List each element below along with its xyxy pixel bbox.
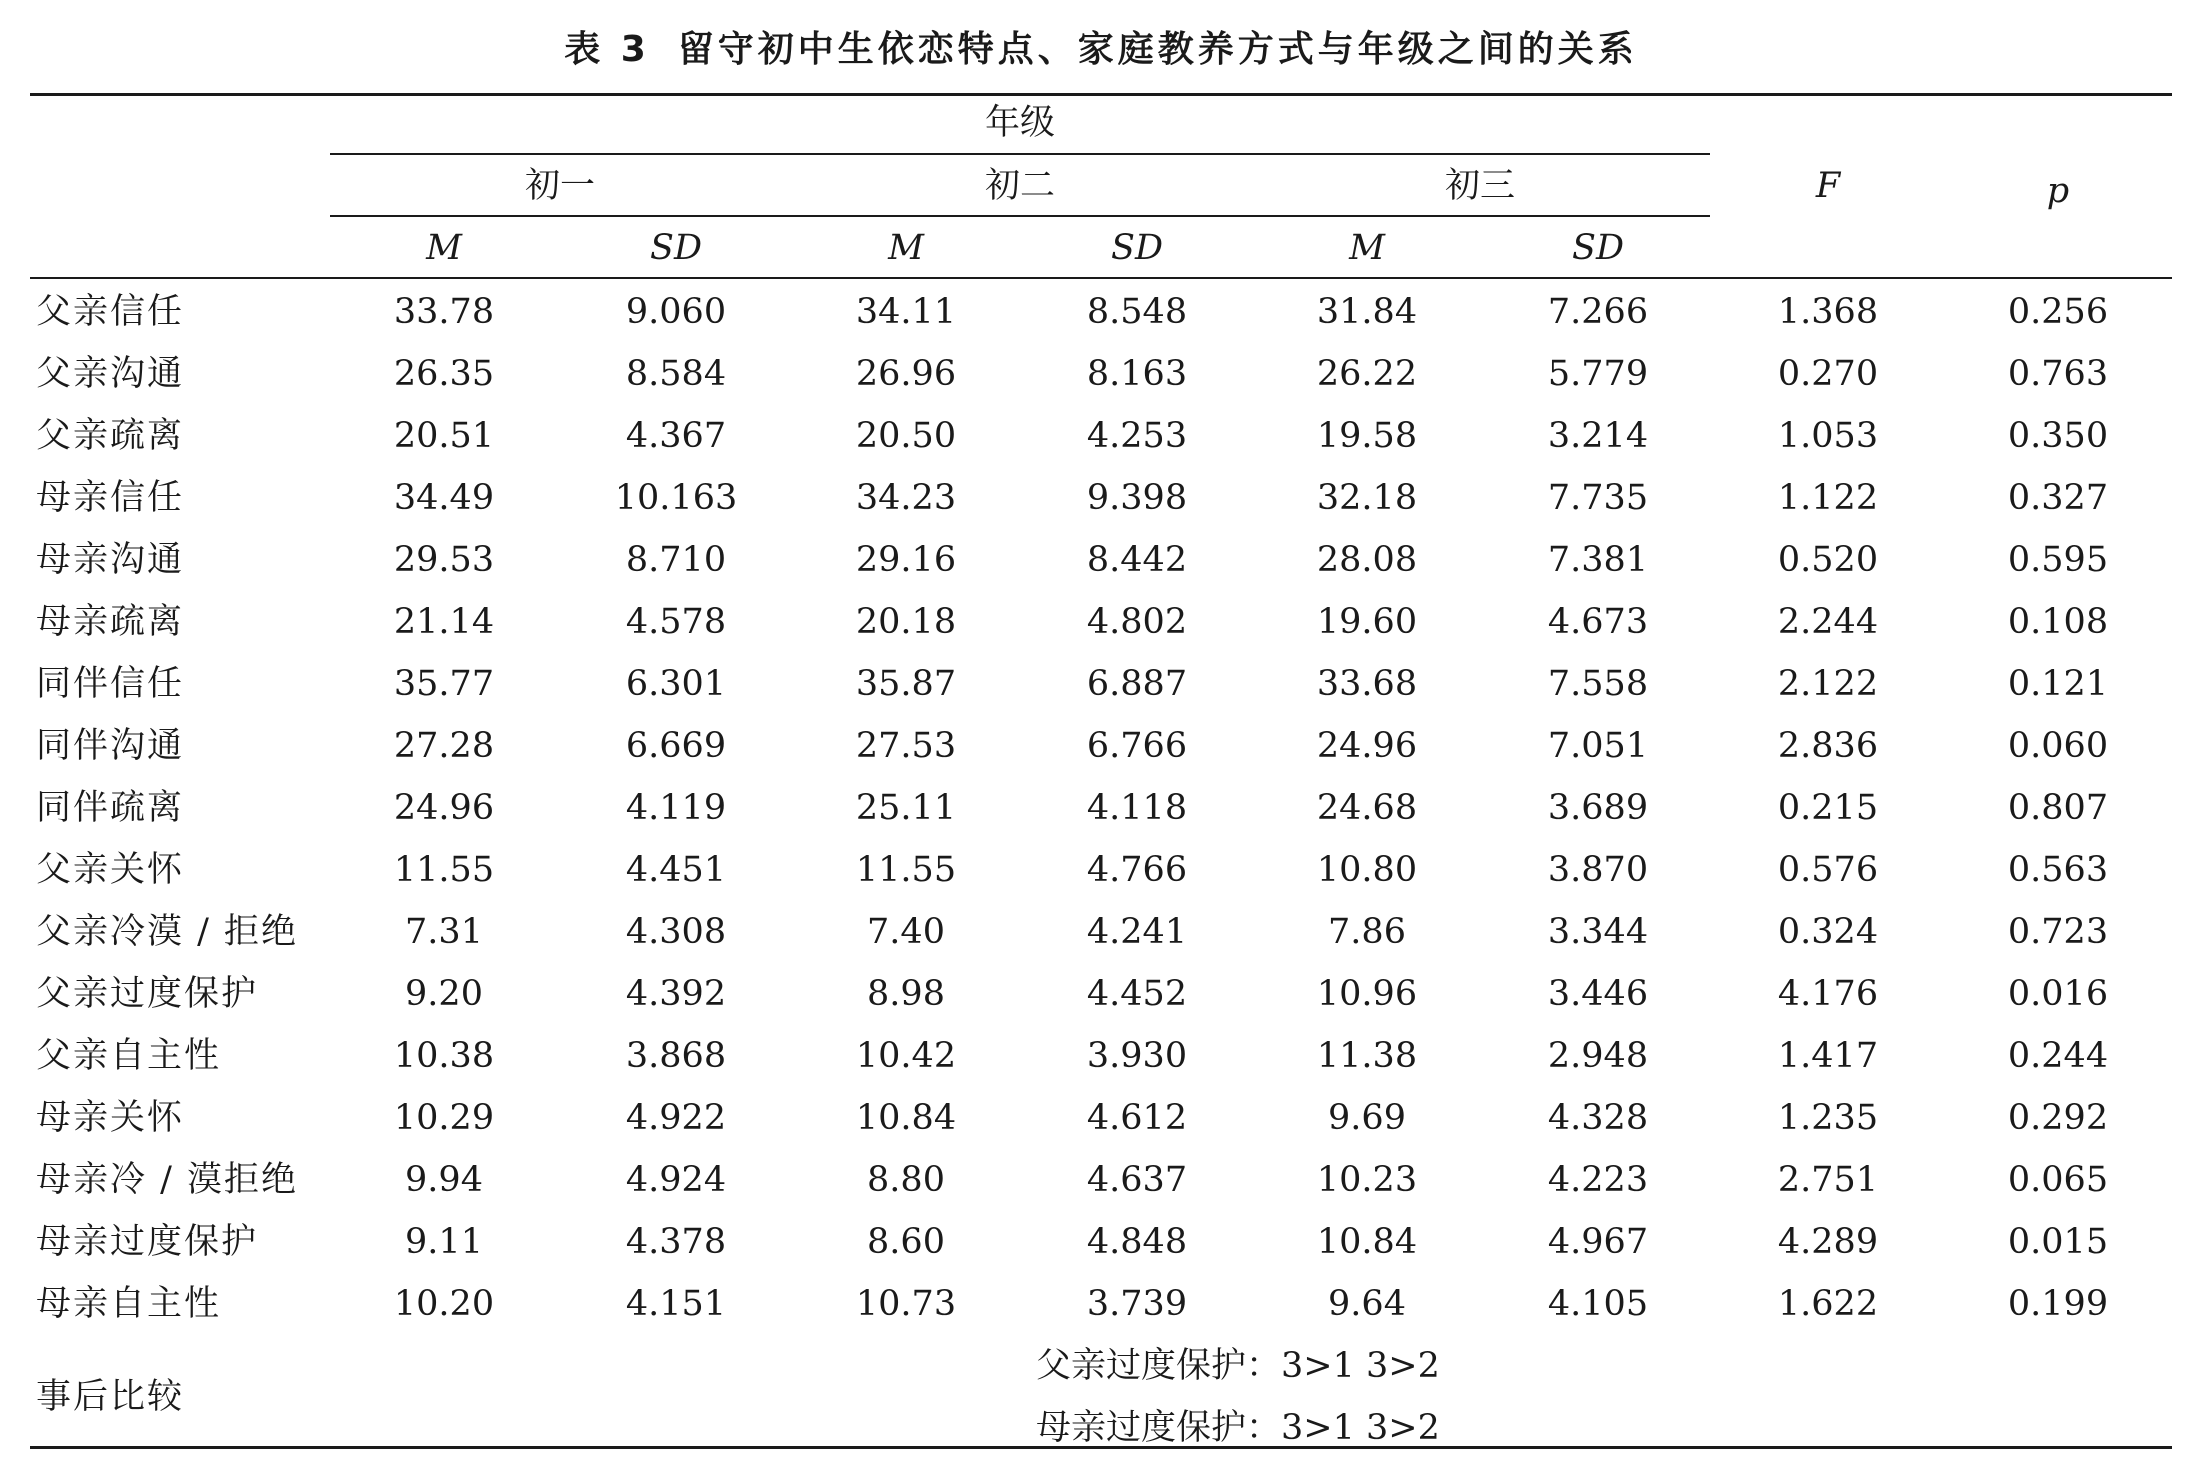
row-label: 母亲信任	[36, 478, 185, 518]
table-cell: 7.86	[1328, 912, 1406, 952]
table-cell: 4.802	[1086, 602, 1188, 642]
table-cell: 10.96	[1316, 974, 1418, 1014]
table-cell: 26.35	[393, 354, 495, 394]
table-cell: 0.256	[2007, 292, 2109, 332]
table-cell: 26.96	[855, 354, 957, 394]
table-cell: 4.289	[1777, 1222, 1879, 1262]
table-cell: 35.87	[855, 664, 957, 704]
table-cell: 7.558	[1547, 664, 1649, 704]
table-cell: 10.84	[1316, 1222, 1418, 1262]
table-cell: 9.64	[1328, 1284, 1406, 1324]
table-cell: 24.68	[1316, 788, 1418, 828]
table-cell: 0.563	[2007, 850, 2109, 890]
stat-subheader: M	[1349, 228, 1385, 268]
row-label: 同伴沟通	[36, 726, 185, 766]
posthoc-line: 父亲过度保护：3>1 3>2	[1036, 1346, 1440, 1386]
table-cell: 0.065	[2007, 1160, 2109, 1200]
table-cell: 29.16	[855, 540, 957, 580]
table-cell: 9.94	[405, 1160, 483, 1200]
table-cell: 0.108	[2007, 602, 2109, 642]
table-cell: 7.40	[867, 912, 945, 952]
table-cell: 7.051	[1547, 726, 1649, 766]
table-cell: 4.105	[1547, 1284, 1649, 1324]
table-cell: 10.42	[855, 1036, 957, 1076]
table-cell: 4.848	[1086, 1222, 1188, 1262]
table-cell: 24.96	[393, 788, 495, 828]
table-caption	[0, 20, 2202, 80]
table-cell: 4.452	[1086, 974, 1188, 1014]
table-cell: 4.253	[1086, 416, 1188, 456]
table-cell: 11.38	[1316, 1036, 1418, 1076]
table-cell: 31.84	[1316, 292, 1418, 332]
table-cell: 0.215	[1777, 788, 1879, 828]
table-cell: 19.60	[1316, 602, 1418, 642]
table-cell: 0.324	[1777, 912, 1879, 952]
table-cell: 10.23	[1316, 1160, 1418, 1200]
table-cell: 0.244	[2007, 1036, 2109, 1076]
table-cell: 0.270	[1777, 354, 1879, 394]
table-cell: 26.22	[1316, 354, 1418, 394]
table-cell: 1.053	[1777, 416, 1879, 456]
table-cell: 34.11	[855, 292, 957, 332]
table-cell: 4.378	[625, 1222, 727, 1262]
table-cell: 7.381	[1547, 540, 1649, 580]
posthoc-label: 事后比较	[36, 1377, 185, 1417]
table-cell: 8.98	[867, 974, 945, 1014]
table-cell: 10.163	[614, 478, 738, 518]
table-cell: 1.417	[1777, 1036, 1879, 1076]
row-label: 父亲疏离	[36, 416, 185, 456]
row-label: 父亲信任	[36, 292, 185, 332]
table-cell: 4.578	[625, 602, 727, 642]
table-cell: 20.50	[855, 416, 957, 456]
table-cell: 0.807	[2007, 788, 2109, 828]
table-cell: 10.84	[855, 1098, 957, 1138]
table-cell: 2.948	[1547, 1036, 1649, 1076]
table-cell: 4.151	[625, 1284, 727, 1324]
row-label: 母亲疏离	[36, 602, 185, 642]
table-cell: 0.327	[2007, 478, 2109, 518]
grade-group-header: 初一	[524, 166, 595, 206]
table-cell: 4.328	[1547, 1098, 1649, 1138]
table-cell: 6.887	[1086, 664, 1188, 704]
table-cell: 0.350	[2007, 416, 2109, 456]
table-cell: 4.241	[1086, 912, 1188, 952]
f-header: F	[1815, 166, 1841, 206]
table-cell: 4.451	[625, 850, 727, 890]
stat-subheader: SD	[1571, 228, 1625, 268]
table-cell: 4.223	[1547, 1160, 1649, 1200]
row-label: 同伴疏离	[36, 788, 185, 828]
table-cell: 8.163	[1086, 354, 1188, 394]
table-cell: 8.442	[1086, 540, 1188, 580]
table-cell: 20.18	[855, 602, 957, 642]
table-cell: 4.637	[1086, 1160, 1188, 1200]
table-cell: 25.11	[855, 788, 957, 828]
table-cell: 3.870	[1547, 850, 1649, 890]
table-cell: 35.77	[393, 664, 495, 704]
table-cell: 4.118	[1086, 788, 1188, 828]
table-cell: 33.68	[1316, 664, 1418, 704]
row-label: 父亲关怀	[36, 850, 185, 890]
table-cell: 8.80	[867, 1160, 945, 1200]
table-title: 留守初中生依恋特点、家庭教养方式与年级之间的关系	[677, 29, 1638, 70]
posthoc-line: 母亲过度保护：3>1 3>2	[1036, 1408, 1440, 1448]
row-label: 母亲关怀	[36, 1098, 185, 1138]
table-cell: 11.55	[393, 850, 495, 890]
table-cell: 2.244	[1777, 602, 1879, 642]
table-cell: 4.924	[625, 1160, 727, 1200]
table-cell: 4.119	[625, 788, 727, 828]
table-cell: 11.55	[855, 850, 957, 890]
table-cell: 9.20	[405, 974, 483, 1014]
table-cell: 3.689	[1547, 788, 1649, 828]
table-cell: 4.673	[1547, 602, 1649, 642]
table-cell: 4.367	[625, 416, 727, 456]
table-cell: 4.766	[1086, 850, 1188, 890]
table-cell: 4.967	[1547, 1222, 1649, 1262]
table-cell: 0.723	[2007, 912, 2109, 952]
table-cell: 3.739	[1086, 1284, 1188, 1324]
table-cell: 4.176	[1777, 974, 1879, 1014]
table-cell: 3.214	[1547, 416, 1649, 456]
row-label: 同伴信任	[36, 664, 185, 704]
table-cell: 2.836	[1777, 726, 1879, 766]
table-cell: 4.392	[625, 974, 727, 1014]
table-cell: 28.08	[1316, 540, 1418, 580]
table-cell: 10.38	[393, 1036, 495, 1076]
table-cell: 7.31	[405, 912, 483, 952]
table-cell: 0.015	[2007, 1222, 2109, 1262]
table-cell: 9.060	[625, 292, 727, 332]
table-cell: 2.751	[1777, 1160, 1879, 1200]
table-cell: 3.446	[1547, 974, 1649, 1014]
table-cell: 9.69	[1328, 1098, 1406, 1138]
table-cell: 24.96	[1316, 726, 1418, 766]
table-cell: 0.595	[2007, 540, 2109, 580]
table-cell: 6.669	[625, 726, 727, 766]
table-cell: 1.122	[1777, 478, 1879, 518]
table-number: 表 3	[564, 29, 650, 70]
row-label: 父亲沟通	[36, 354, 185, 394]
table-cell: 10.80	[1316, 850, 1418, 890]
table-cell: 5.779	[1547, 354, 1649, 394]
table-cell: 27.28	[393, 726, 495, 766]
table-cell: 1.622	[1777, 1284, 1879, 1324]
table-cell: 4.308	[625, 912, 727, 952]
table-cell: 0.763	[2007, 354, 2109, 394]
table-cell: 10.20	[393, 1284, 495, 1324]
table-cell: 34.49	[393, 478, 495, 518]
table-cell: 8.60	[867, 1222, 945, 1262]
table-cell: 19.58	[1316, 416, 1418, 456]
grade-header: 年级	[984, 103, 1055, 143]
table-cell: 7.266	[1547, 292, 1649, 332]
table-cell: 20.51	[393, 416, 495, 456]
row-label: 母亲自主性	[36, 1284, 222, 1324]
table-cell: 4.922	[625, 1098, 727, 1138]
table-cell: 0.292	[2007, 1098, 2109, 1138]
p-header: p	[2046, 171, 2070, 211]
table-cell: 29.53	[393, 540, 495, 580]
table-cell: 34.23	[855, 478, 957, 518]
table-cell: 2.122	[1777, 664, 1879, 704]
table-cell: 10.29	[393, 1098, 495, 1138]
table-cell: 0.199	[2007, 1284, 2109, 1324]
table-cell: 8.548	[1086, 292, 1188, 332]
table-cell: 8.710	[625, 540, 727, 580]
table-cell: 9.11	[405, 1222, 483, 1262]
table-cell: 3.344	[1547, 912, 1649, 952]
table-cell: 0.121	[2007, 664, 2109, 704]
row-label: 父亲过度保护	[36, 974, 259, 1014]
table-cell: 3.868	[625, 1036, 727, 1076]
stat-subheader: SD	[1110, 228, 1164, 268]
stat-subheader: M	[888, 228, 924, 268]
table-cell: 27.53	[855, 726, 957, 766]
row-label: 父亲冷漠 / 拒绝	[36, 912, 299, 952]
table-cell: 3.930	[1086, 1036, 1188, 1076]
table-cell: 4.612	[1086, 1098, 1188, 1138]
table-cell: 6.766	[1086, 726, 1188, 766]
stat-subheader: SD	[649, 228, 703, 268]
table-cell: 8.584	[625, 354, 727, 394]
table-cell: 1.368	[1777, 292, 1879, 332]
stat-subheader: M	[426, 228, 462, 268]
grade-group-header: 初二	[984, 166, 1055, 206]
grade-group-header: 初三	[1444, 166, 1515, 206]
table-cell: 0.520	[1777, 540, 1879, 580]
table-cell: 9.398	[1086, 478, 1188, 518]
row-label: 母亲冷 / 漠拒绝	[36, 1160, 299, 1200]
table-cell: 21.14	[393, 602, 495, 642]
table-cell: 6.301	[625, 664, 727, 704]
table-cell: 33.78	[393, 292, 495, 332]
row-label: 父亲自主性	[36, 1036, 222, 1076]
table-cell: 7.735	[1547, 478, 1649, 518]
table-cell: 1.235	[1777, 1098, 1879, 1138]
table-cell: 0.016	[2007, 974, 2109, 1014]
table-cell: 32.18	[1316, 478, 1418, 518]
table-cell: 10.73	[855, 1284, 957, 1324]
row-label: 母亲沟通	[36, 540, 185, 580]
table-cell: 0.060	[2007, 726, 2109, 766]
row-label: 母亲过度保护	[36, 1222, 259, 1262]
table-cell: 0.576	[1777, 850, 1879, 890]
